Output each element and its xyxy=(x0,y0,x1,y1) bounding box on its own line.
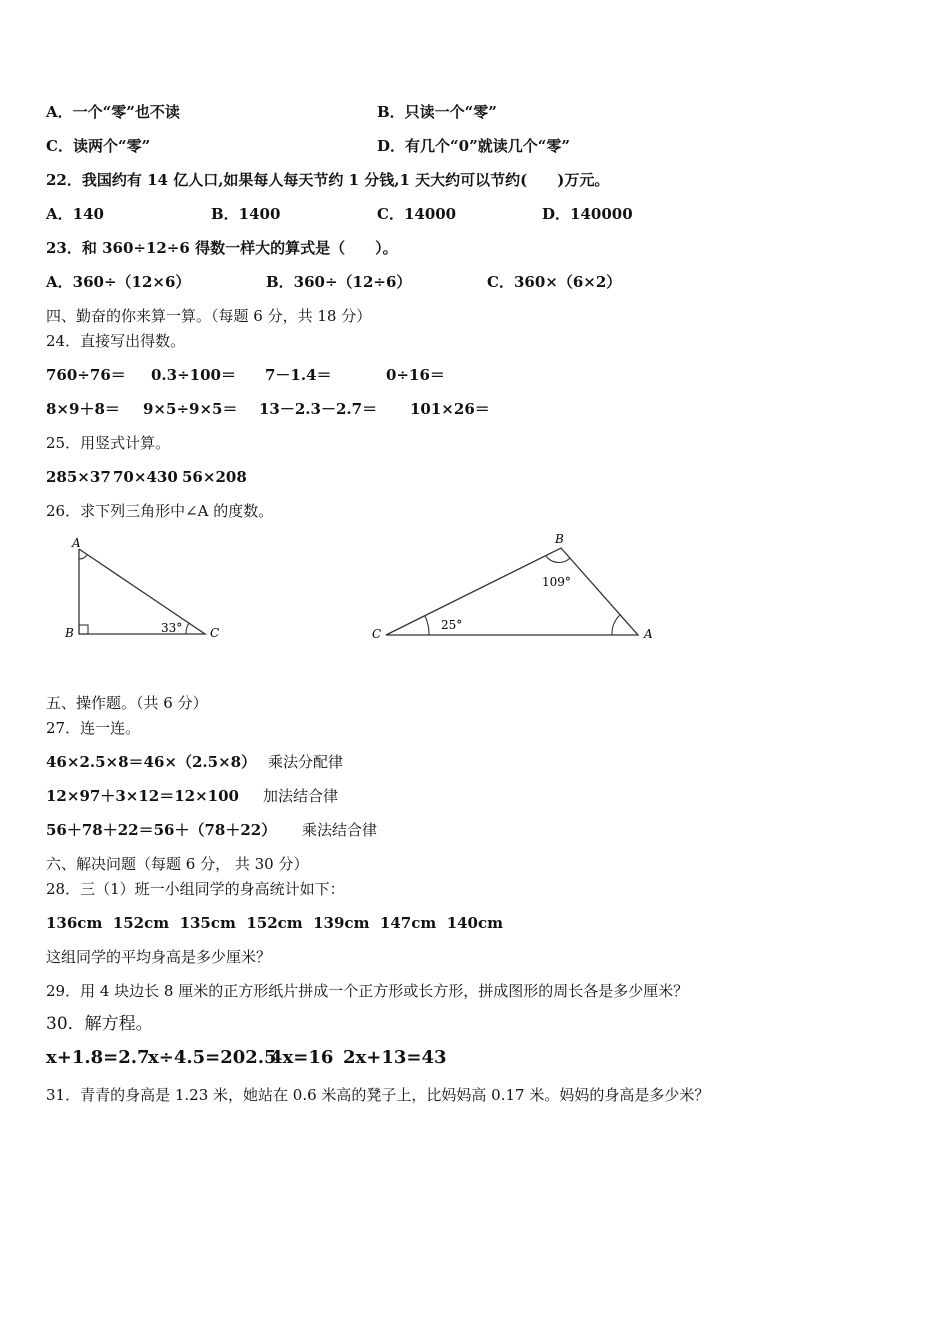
height-value: 152cm xyxy=(246,914,303,932)
q25-item: 70×430 xyxy=(113,468,178,486)
q23-option-a: A．360÷（12×6） xyxy=(46,273,191,291)
q24-item: 0÷16＝ xyxy=(386,366,445,384)
vertex-b-label: B xyxy=(65,626,74,640)
q27-right-item: 乘法分配律 xyxy=(268,753,344,771)
q28-stem: 28．三（1）班一小组同学的身高统计如下： xyxy=(46,880,345,898)
q27-right-item: 加法结合律 xyxy=(263,787,339,805)
q25-item: 285×37 xyxy=(46,468,111,486)
q27-stem: 27．连一连。 xyxy=(46,719,141,737)
q24-item: 8×9＋8＝ xyxy=(46,400,120,418)
q27-left-item: 56＋78＋22＝56＋（78＋22） xyxy=(46,821,277,839)
q24-item: 101×26＝ xyxy=(410,400,490,418)
q24-item: 13－2.3－2.7＝ xyxy=(259,400,378,418)
height-value: 140cm xyxy=(446,914,504,932)
triangle-1 xyxy=(64,536,219,640)
q21-option-a: A．一个“零”也不读 xyxy=(46,103,180,121)
q21-option-d: D．有几个“0”就读几个“零” xyxy=(377,137,570,155)
q26-stem: 26．求下列三角形中∠A 的度数。 xyxy=(46,502,274,520)
q30-equation: 2x+13=43 xyxy=(343,1047,447,1068)
height-value: 139cm xyxy=(313,914,370,932)
angle-c-label: 25° xyxy=(441,618,463,632)
q28-question: 这组同学的平均身高是多少厘米？ xyxy=(46,948,272,966)
q21-option-c: C．读两个“零” xyxy=(46,137,151,155)
q24-item: 0.3÷100＝ xyxy=(151,366,236,384)
section-5-heading: 五、操作题。（共 6 分） xyxy=(46,694,208,712)
vertex-b-label: B xyxy=(555,532,564,546)
q22-option-b: B．1400 xyxy=(211,205,281,223)
q24-item: 9×5÷9×5＝ xyxy=(143,400,238,418)
q22-option-c: C．14000 xyxy=(377,205,457,223)
vertex-a-label: A xyxy=(72,536,81,550)
q30-equation: x+1.8=2.7 xyxy=(46,1047,150,1068)
height-value: 147cm xyxy=(379,914,437,932)
q30-equation: 4x=16 xyxy=(270,1047,334,1068)
q24-stem: 24．直接写出得数。 xyxy=(46,332,186,350)
q23-option-b: B．360÷（12÷6） xyxy=(266,273,412,291)
q25-stem: 25．用竖式计算。 xyxy=(46,434,171,452)
vertex-c-label: C xyxy=(210,626,220,640)
q30-stem: 30．解方程。 xyxy=(46,1014,153,1034)
q24-item: 7－1.4＝ xyxy=(265,366,332,384)
q23-stem: 23．和 360÷12÷6 得数一样大的算式是（ ）。 xyxy=(46,239,398,257)
section-4-heading: 四、勤奋的你来算一算。（每题 6 分，共 18 分） xyxy=(46,307,372,325)
q27-left-item: 46×2.5×8＝46×（2.5×8） xyxy=(46,753,257,771)
q23-option-c: C．360×（6×2） xyxy=(487,273,622,291)
q28-heights xyxy=(46,913,503,933)
q29-text: 29．用 4 块边长 8 厘米的正方形纸片拼成一个正方形或长方形，拼成图形的周长各是多少厘米？ xyxy=(46,982,689,1000)
q27-left-item: 12×97＋3×12＝12×100 xyxy=(46,787,239,805)
q26-triangles-figure xyxy=(0,530,700,660)
vertex-a-label: A xyxy=(644,627,653,641)
q30-equation: x÷4.5=202.5 xyxy=(148,1047,277,1068)
q22-option-a: A．140 xyxy=(46,205,104,223)
q24-item: 760÷76＝ xyxy=(46,366,126,384)
q31-text: 31．青青的身高是 1.23 米，她站在 0.6 米高的凳子上，比妈妈高 0.17 米。妈妈的身高是多少米？ xyxy=(46,1086,710,1104)
q22-stem: 22．我国约有 14 亿人口,如果每人每天节约 1 分钱,1 天大约可以节约( )万元。 xyxy=(46,171,610,189)
height-value: 152cm xyxy=(112,914,170,932)
triangle-2 xyxy=(372,532,653,641)
q22-option-d: D．140000 xyxy=(542,205,633,223)
vertex-c-label: C xyxy=(372,627,382,641)
section-6-heading: 六、解决问题（每题 6 分， 共 30 分） xyxy=(46,855,309,873)
q21-option-b: B．只读一个“零” xyxy=(377,103,497,121)
angle-c-label: 33° xyxy=(161,621,183,635)
height-value: 135cm xyxy=(179,914,236,932)
height-value: 136cm xyxy=(46,914,103,932)
q25-item: 56×208 xyxy=(182,468,247,486)
angle-b-label: 109° xyxy=(542,575,571,589)
q27-right-item: 乘法结合律 xyxy=(302,821,378,839)
